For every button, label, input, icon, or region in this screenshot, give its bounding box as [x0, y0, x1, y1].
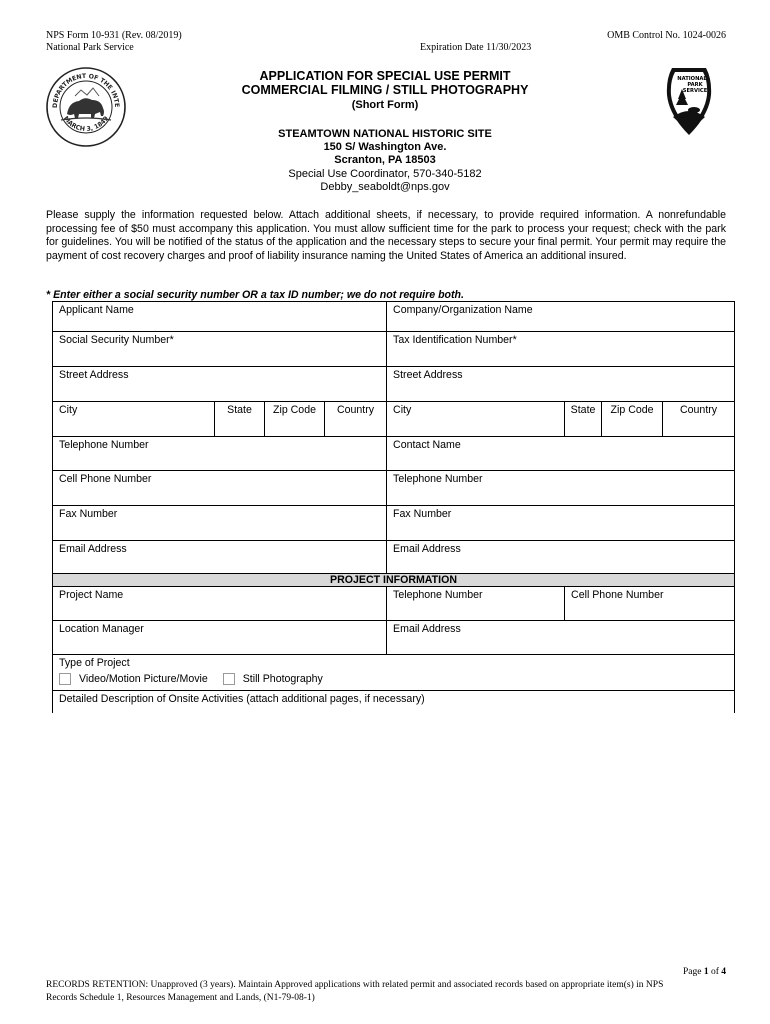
company-city-field[interactable]: City: [387, 402, 565, 437]
seal-text-bottom: MARCH 3, 1849: [61, 115, 111, 133]
intro-paragraph: Please supply the information requested below. Attach additional sheets, if necessary, to provide required information. A nonrefundable processing fee of $50 must accompany this application. You must allow sufficient time for the park to process your request; check with the park for guidelines. You will be notified of the status of the application and the necessary steps to secure your final permit. Your permit may require the payment of cost recovery charges and proof of liability insurance naming the United States of America an additional insured.: [46, 209, 726, 262]
site-city: Scranton, PA 18503: [334, 154, 436, 166]
project-email-field[interactable]: Email Address: [387, 621, 735, 655]
page-number: 1: [703, 967, 709, 977]
applicant-city-field[interactable]: City: [53, 402, 215, 437]
applicant-fax-field[interactable]: Fax Number: [53, 506, 387, 541]
company-name-field[interactable]: Company/Organization Name: [387, 302, 735, 332]
form-number: NPS Form 10-931 (Rev. 08/2019): [46, 30, 182, 41]
nps-logo-text-3: SERVICE: [682, 88, 708, 94]
type-of-project-label: Type of Project: [59, 657, 130, 669]
video-checkbox[interactable]: [59, 673, 71, 685]
project-telephone-field[interactable]: Telephone Number: [387, 587, 565, 621]
application-form-table: [52, 301, 735, 713]
nps-logo-text-1: NATIONAL: [677, 76, 707, 82]
form-title-line1: APPLICATION FOR SPECIAL USE PERMIT: [259, 69, 511, 83]
omb-control: OMB Control No. 1024-0026: [607, 30, 726, 41]
page-total: 4: [721, 967, 726, 977]
applicant-street-field[interactable]: Street Address: [53, 367, 387, 402]
video-option-label: Video/Motion Picture/Movie: [79, 673, 208, 685]
tax-id-field[interactable]: Tax Identification Number*: [387, 332, 735, 367]
ssn-note: * Enter either a social security number OR a tax ID number; we do not require both.: [46, 289, 464, 301]
company-fax-field[interactable]: Fax Number: [387, 506, 735, 541]
project-info-header: PROJECT INFORMATION: [53, 574, 735, 587]
company-state-field[interactable]: State: [565, 402, 602, 437]
applicant-zip-field[interactable]: Zip Code: [265, 402, 325, 437]
company-country-field[interactable]: Country: [663, 402, 735, 437]
contact-name-field[interactable]: Contact Name: [387, 437, 735, 471]
applicant-country-field[interactable]: Country: [325, 402, 387, 437]
applicant-name-field[interactable]: Applicant Name: [53, 302, 387, 332]
agency-name: National Park Service: [46, 42, 134, 53]
page-prefix: Page: [682, 967, 702, 977]
form-title-line3: (Short Form): [351, 99, 419, 111]
nps-logo-text-2: PARK: [687, 82, 703, 88]
form-title-line2: COMMERCIAL FILMING / STILL PHOTOGRAPHY: [241, 83, 529, 97]
description-field[interactable]: Detailed Description of Onsite Activities (attach additional pages, if necessary): [53, 691, 735, 713]
seal-text-top: DEPARTMENT OF THE INTE: [51, 72, 121, 109]
location-manager-field[interactable]: Location Manager: [53, 621, 387, 655]
ssn-field[interactable]: Social Security Number*: [53, 332, 387, 367]
site-email: Debby_seaboldt@nps.gov: [320, 181, 450, 193]
type-of-project-cell: [53, 655, 735, 691]
site-street: 150 S/ Washington Ave.: [323, 141, 447, 153]
project-cell-field[interactable]: Cell Phone Number: [565, 587, 735, 621]
company-zip-field[interactable]: Zip Code: [602, 402, 663, 437]
site-coordinator: Special Use Coordinator, 570-340-5182: [288, 168, 482, 180]
still-photo-checkbox[interactable]: [223, 673, 235, 685]
applicant-email-field[interactable]: Email Address: [53, 541, 387, 574]
page-of: of: [710, 967, 719, 977]
expiration-date: Expiration Date 11/30/2023: [420, 42, 532, 53]
records-retention-line2: Records Schedule 1, Resources Management and Lands, (N1-79-08-1): [46, 993, 315, 1003]
page-indicator: [683, 967, 726, 977]
applicant-cell-field[interactable]: Cell Phone Number: [53, 471, 387, 506]
still-photo-option-label: Still Photography: [242, 673, 323, 685]
records-retention-line1: RECORDS RETENTION: Unapproved (3 years). Maintain Approved applications with related permit and associated records based on appropriate item(s) in NPS: [46, 980, 664, 990]
company-telephone-field[interactable]: Telephone Number: [387, 471, 735, 506]
company-email-field[interactable]: Email Address: [387, 541, 735, 574]
applicant-telephone-field[interactable]: Telephone Number: [53, 437, 387, 471]
site-name: STEAMTOWN NATIONAL HISTORIC SITE: [278, 128, 492, 140]
applicant-state-field[interactable]: State: [215, 402, 265, 437]
project-name-field[interactable]: Project Name: [53, 587, 387, 621]
company-street-field[interactable]: Street Address: [387, 367, 735, 402]
